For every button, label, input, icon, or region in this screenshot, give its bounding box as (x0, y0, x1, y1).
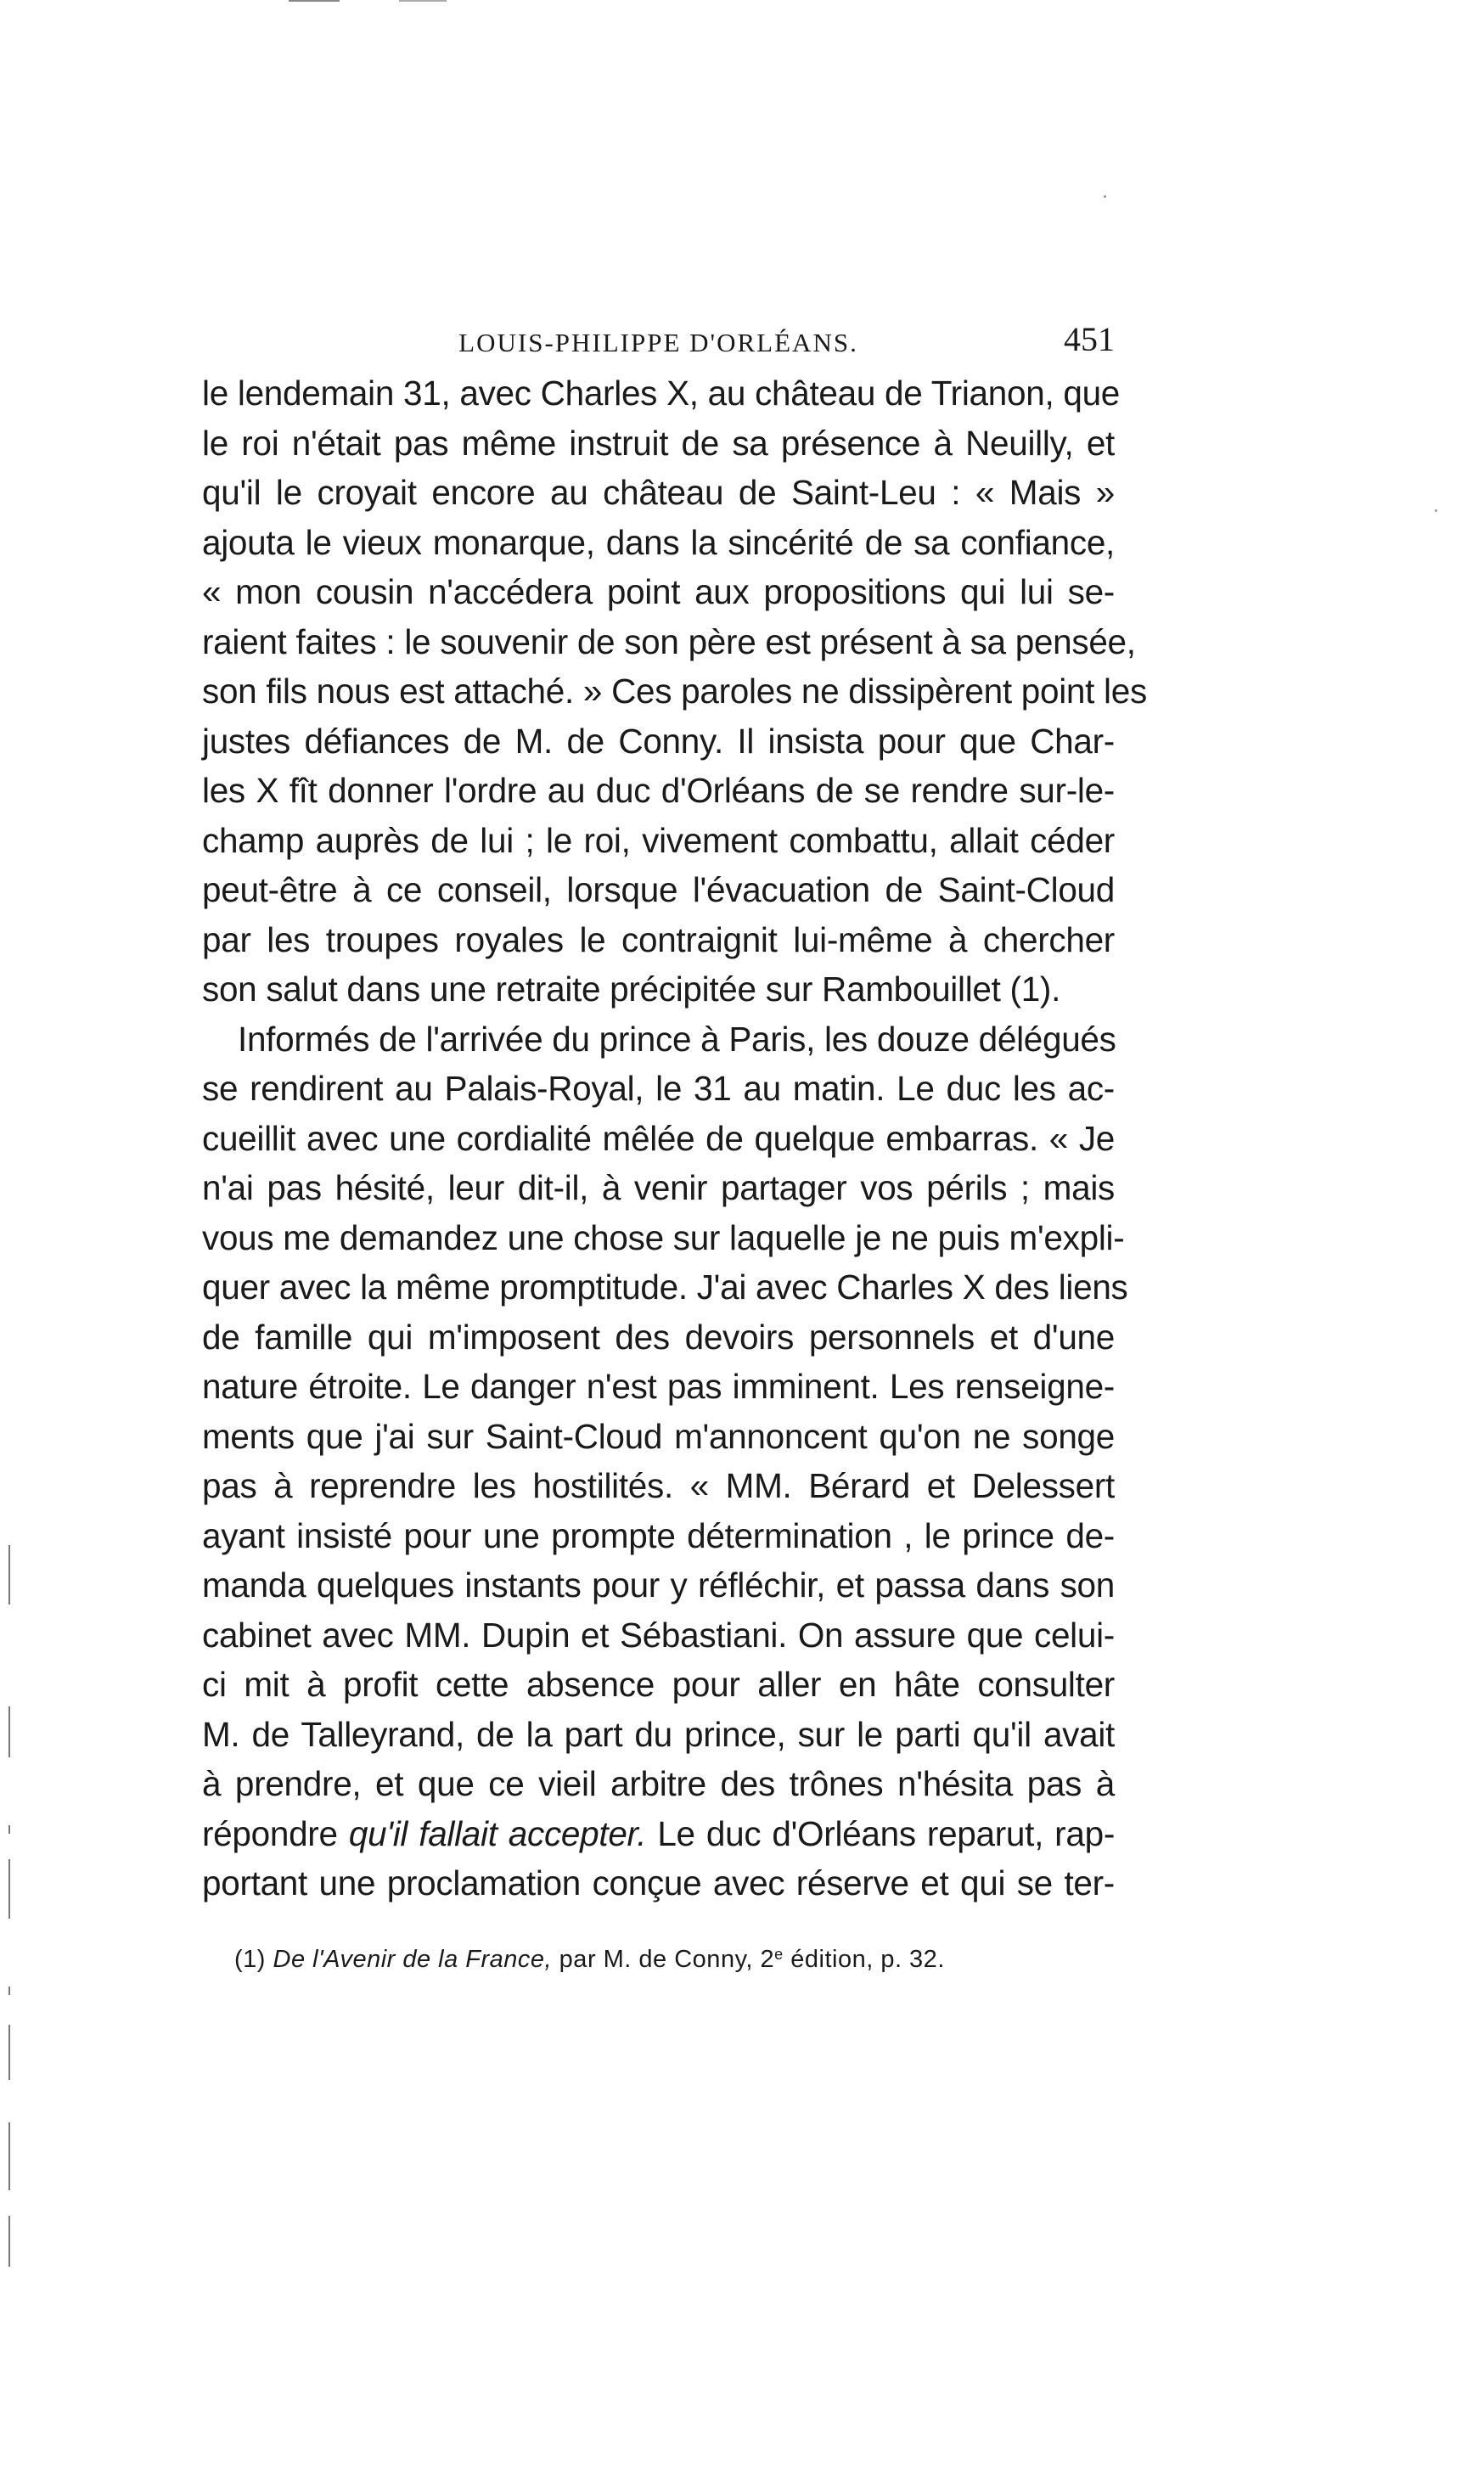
running-head (202, 314, 1115, 368)
margin-scan-line (8, 2216, 10, 2267)
text-line: par les troupes royales le contraignit lui-même à chercher (202, 919, 1115, 959)
footnote-superscript: e (774, 1946, 784, 1963)
paragraph-1 (202, 368, 1147, 1014)
margin-scan-line (8, 1987, 10, 1995)
text-line: Informés de l'arrivée du prince à Paris, les douze délégués (238, 1019, 1116, 1059)
text-line: les X fît donner l'ordre au duc d'Orléans de se rendre sur-le- (202, 771, 1115, 810)
margin-scan-line (8, 1545, 10, 1605)
text-line: portant une proclamation conçue avec réserve et qui se ter- (202, 1863, 1115, 1903)
text-line: justes défiances de M. de Conny. Il insista pour que Char- (202, 721, 1115, 761)
text-line: raient faites : le souvenir de son père est présent à sa pensée, (202, 621, 1136, 661)
margin-scan-line (8, 2122, 10, 2190)
footnote-text: par M. de Conny, 2 (552, 1946, 775, 1973)
margin-scan-line (8, 1825, 10, 1834)
text-line: le roi n'était pas même instruit de sa présence à Neuilly, et (202, 423, 1115, 463)
page-number: 451 (1064, 320, 1115, 358)
footnote-text: édition, p. 32. (783, 1946, 945, 1973)
text-line: quer avec la même promptitude. J'ai avec Charles X des liens (202, 1267, 1128, 1307)
text-line: ayant insisté pour une prompte détermination , le prince de- (202, 1515, 1115, 1555)
italic-quote: qu'il fallait accepter. (348, 1813, 647, 1853)
text-line: cueillit avec une cordialité mêlée de quelque embarras. « Je (202, 1118, 1115, 1158)
text-line: ajouta le vieux monarque, dans la sincérité de sa confiance, (202, 522, 1115, 562)
text-line: peut-être à ce conseil, lorsque l'évacuation de Saint-Cloud (202, 870, 1115, 909)
running-title: LOUIS-PHILIPPE D'ORLÉANS. (458, 328, 858, 357)
text-line: pas à reprendre les hostilités. « MM. Bérard et Delessert (202, 1466, 1115, 1505)
scan-artifact (399, 0, 447, 2)
text-line: vous me demandez une chose sur laquelle je ne puis m'expli- (202, 1217, 1125, 1257)
text-line: M. de Talleyrand, de la part du prince, sur le parti qu'il avait (202, 1714, 1115, 1754)
text-line: de famille qui m'imposent des devoirs personnels et d'une (202, 1317, 1115, 1357)
scan-artifact (289, 0, 340, 2)
text-run: Le duc d'Orléans reparut, rap- (646, 1813, 1116, 1853)
text-line: n'ai pas hésité, leur dit-il, à venir partager vos périls ; mais (202, 1168, 1115, 1207)
text-line: à prendre, et que ce vieil arbitre des trônes n'hésita pas à (202, 1764, 1115, 1803)
text-line: son fils nous est attaché. » Ces paroles ne dissipèrent point les (202, 672, 1147, 711)
footnote-marker: (1) (234, 1946, 266, 1973)
text-line: ci mit à profit cette absence pour aller en hâte consulter (202, 1665, 1115, 1704)
text-line-with-italic (202, 1809, 1115, 1859)
scan-speck (1435, 509, 1437, 512)
body-text (202, 368, 1147, 1908)
book-page (202, 314, 1147, 1973)
margin-scan-line (8, 1706, 10, 1757)
text-line: cabinet avec MM. Dupin et Sébastiani. On assure que celui- (202, 1615, 1115, 1655)
text-line: le lendemain 31, avec Charles X, au château de Trianon, que (202, 374, 1121, 413)
text-run: répondre (202, 1813, 349, 1853)
text-line: se rendirent au Palais-Royal, le 31 au matin. Le duc les ac- (202, 1069, 1115, 1108)
margin-scan-line (8, 1859, 10, 1919)
text-line: ments que j'ai sur Saint-Cloud m'annoncent qu'on ne songe (202, 1416, 1115, 1456)
footnote-title: De l'Avenir de la France, (273, 1946, 553, 1973)
paragraph-2 (202, 1014, 1128, 1908)
text-line: champ auprès de lui ; le roi, vivement combattu, allait céder (202, 820, 1115, 860)
text-line: manda quelques instants pour y réfléchir, et passa dans son (202, 1565, 1115, 1605)
text-line: son salut dans une retraite précipitée sur Rambouillet (1). (202, 970, 1061, 1009)
footnote (234, 1946, 945, 1974)
margin-scan-line (8, 2025, 10, 2080)
text-line: nature étroite. Le danger n'est pas imminent. Les renseigne- (202, 1367, 1115, 1406)
scan-speck (1104, 195, 1106, 198)
text-line: « mon cousin n'accédera point aux propositions qui lui se- (202, 572, 1115, 611)
text-line: qu'il le croyait encore au château de Saint-Leu : « Mais » (202, 473, 1115, 512)
